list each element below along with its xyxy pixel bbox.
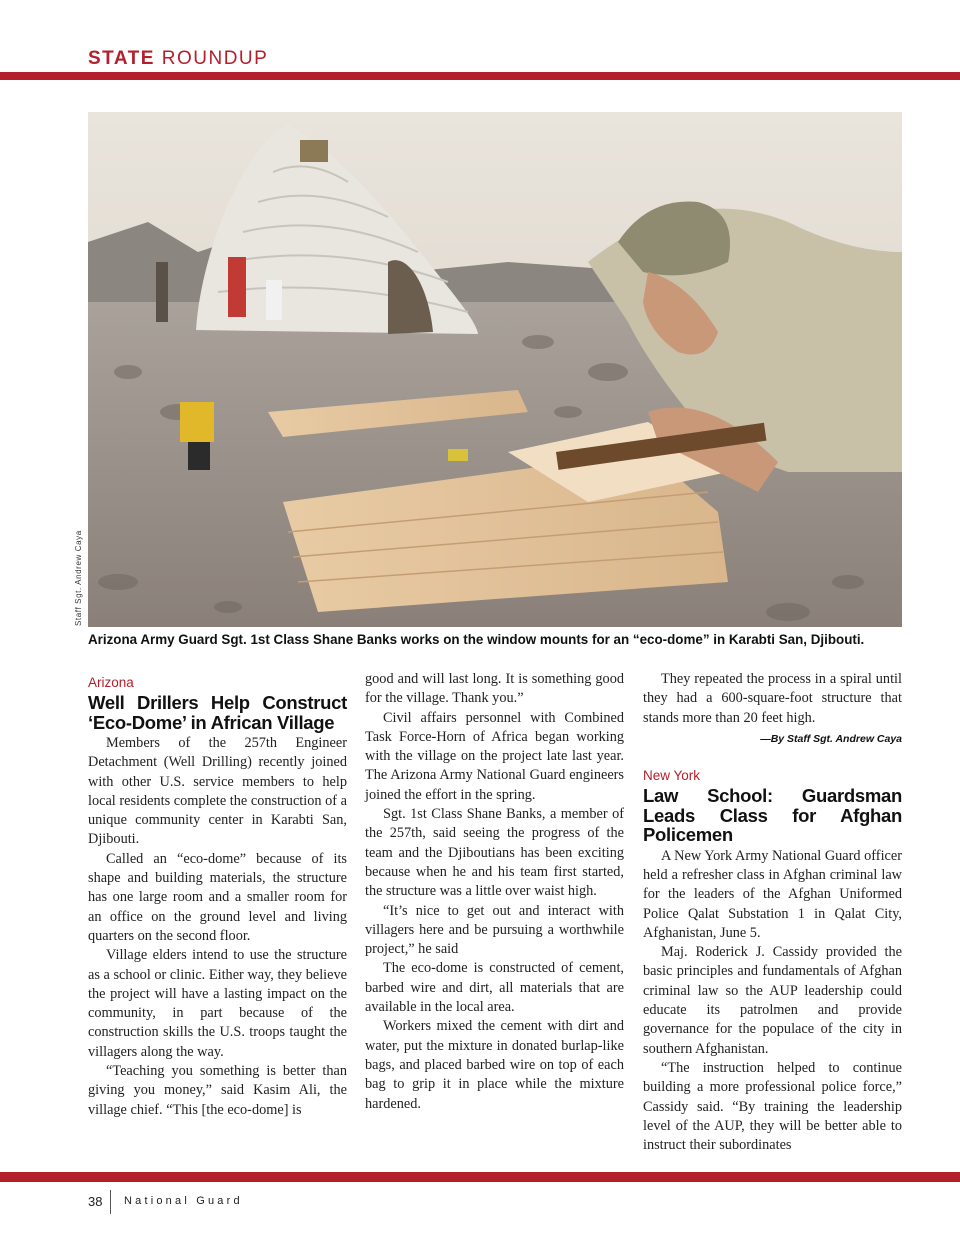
column-2 xyxy=(365,670,624,1114)
article2-kicker: New York xyxy=(643,768,701,784)
article1-paragraph: Called an “eco-dome” because of its shape and building materials, the structure has one large room and a smaller room for an office on the ground level and living quarters on the second floor. xyxy=(88,850,347,944)
article1-paragraph: Members of the 257th Engineer Detachment (Well Drilling) recently joined with other U.S. service members to help local residents complete the construction of a unique community center in Karabti San, Djibouti. xyxy=(88,735,347,848)
article1-paragraph: They repeated the process in a spiral until they had a 600-square-foot structure that stands more than 20 feet high. xyxy=(643,671,902,726)
article1-paragraph: good and will last long. It is something good for the village. Thank you.” xyxy=(365,671,624,707)
main-photo xyxy=(88,112,902,627)
article1-byline: —By Staff Sgt. Andrew Caya xyxy=(760,732,902,745)
article2-paragraph: “The instruction helped to continue building a more professional police force,” Cassidy said. “By training the leadership level of the AUP, they will be better able to instruct their subordinates xyxy=(643,1059,902,1154)
article2-paragraph: Maj. Roderick J. Cassidy provided the basic principles and fundamentals of Afghan criminal law so the AUP leadership could educate its patrolmen and provide governance for the populace of the city in southern Afghanistan. xyxy=(643,944,902,1057)
photo-caption: Arizona Army Guard Sgt. 1st Class Shane Banks works on the window mounts for an “eco-dome” in Karabti San, Djibouti. xyxy=(88,632,865,647)
article1-paragraph: The eco-dome is constructed of cement, barbed wire and dirt, all materials that are available in the local area. xyxy=(365,960,624,1016)
article2-paragraph: A New York Army National Guard officer held a refresher class in Afghan criminal law for the leaders of the Afghan Uniformed Police Qalat Substation 1 in Qalat City, Afghanistan, June 5. xyxy=(643,847,902,941)
photo-credit: Staff Sgt. Andrew Caya xyxy=(74,530,83,626)
footer-divider xyxy=(110,1190,111,1214)
publication-name: National Guard xyxy=(124,1195,243,1207)
article1-paragraph: Civil affairs personnel with Combined Task Force-Horn of Africa began working with the village on the project late last year. The Arizona Army National Guard engineers joined the effort in the spring. xyxy=(365,709,624,803)
column-1 xyxy=(88,670,347,1120)
top-rule xyxy=(0,72,960,80)
section-header-rest: ROUNDUP xyxy=(154,48,269,69)
article1-paragraph: Workers mixed the cement with dirt and water, put the mixture in donated burlap-like bags, and placed barbed wire on top of each bag to grip it in place while the mixture hardened. xyxy=(365,1018,624,1112)
column-3 xyxy=(643,670,902,1155)
article1-headline: Well Drillers Help Construct ‘Eco-Dome’ in African Village xyxy=(88,692,347,733)
article1-paragraph: “It’s nice to get out and interact with villagers here and be pursuing a worthwhile project,” he said xyxy=(365,902,624,958)
section-header xyxy=(88,48,268,70)
section-header-bold: STATE xyxy=(88,48,155,69)
bottom-rule xyxy=(0,1172,960,1182)
article1-paragraph: Village elders intend to use the structure as a school or clinic. Either way, they believe the project will have a lasting impact on the community, in part because of the construction skills the U.S. troops taught the villagers along the way. xyxy=(88,947,347,1060)
article1-paragraph: “Teaching you something is better than giving you money,” said Kasim Ali, the village chief. “This [the eco-dome] is xyxy=(88,1063,347,1118)
article1-paragraph: Sgt. 1st Class Shane Banks, a member of the 257th, said seeing the progress of the team and the Djiboutians has been exciting because when he and his team first started, the structure was a little over waist high. xyxy=(365,806,624,900)
page-number: 38 xyxy=(88,1194,103,1209)
article1-kicker: Arizona xyxy=(88,675,134,690)
article2-headline: Law School: Guardsman Leads Class for Afghan Policemen xyxy=(643,785,902,846)
